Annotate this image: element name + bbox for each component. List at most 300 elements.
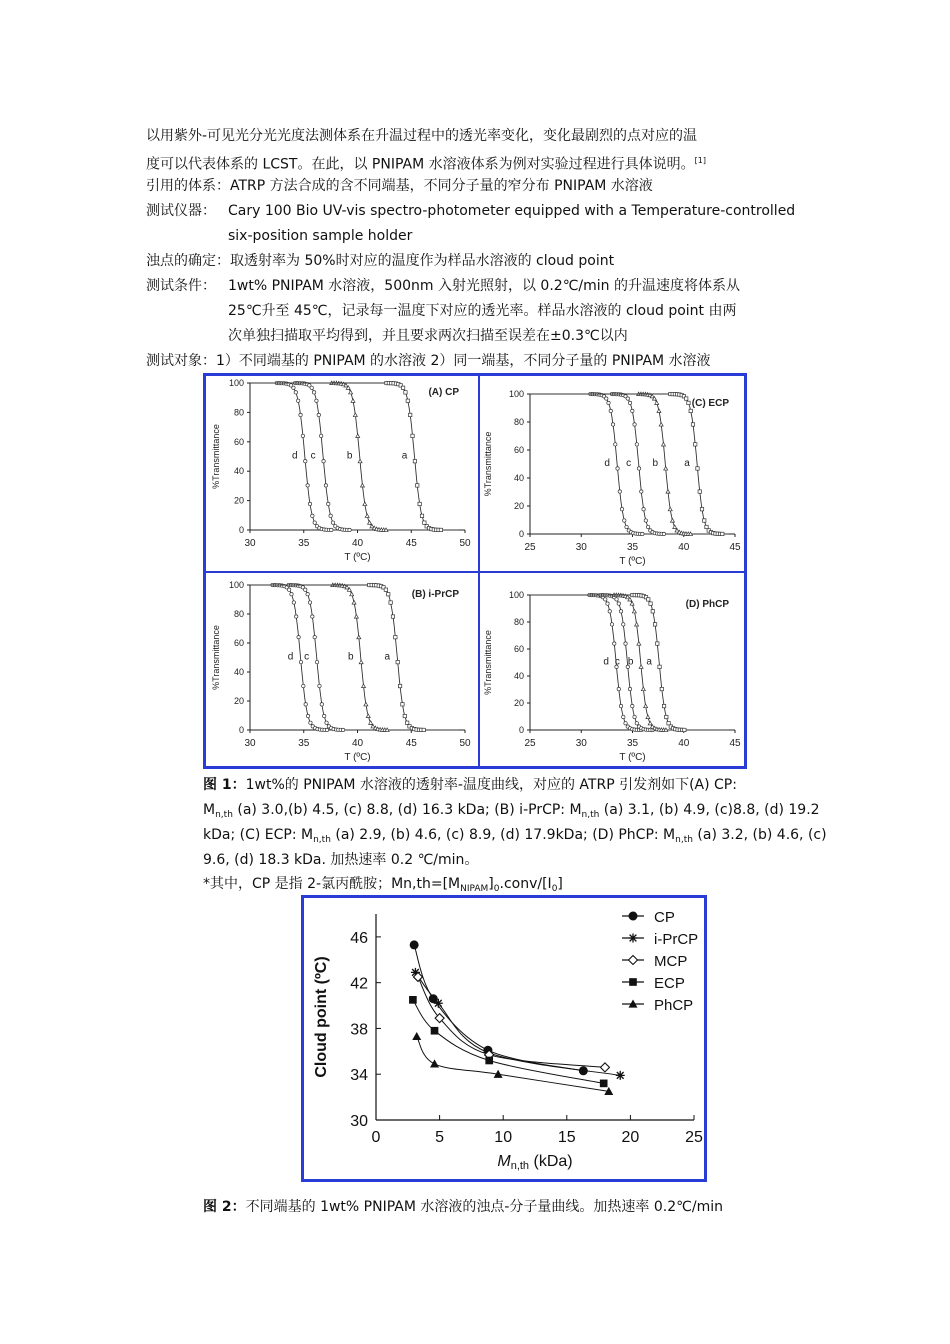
series-i-prcp xyxy=(411,968,625,1080)
y-tick-label: 20 xyxy=(513,698,524,708)
curve-marker xyxy=(696,467,699,470)
curve-marker xyxy=(366,714,370,718)
curve-marker xyxy=(322,714,325,717)
curve-marker xyxy=(309,721,312,724)
curve-marker xyxy=(341,728,344,731)
curve-marker xyxy=(325,728,328,731)
curve-marker xyxy=(389,601,392,604)
curve-marker xyxy=(659,422,663,426)
curve-marker xyxy=(416,484,419,487)
curve-marker xyxy=(354,615,358,619)
curve-marker xyxy=(312,391,315,394)
conditions-line-2: 25℃升至 45℃，记录每一温度下对应的透光率。样品水溶液的 cloud point 由两 xyxy=(228,303,737,319)
curve-marker xyxy=(304,588,307,591)
curve-marker xyxy=(619,610,622,613)
curve-marker xyxy=(308,601,311,604)
curve-marker xyxy=(635,443,638,446)
y-tick-label: 20 xyxy=(513,501,524,511)
curve-marker xyxy=(299,413,302,416)
curve-marker xyxy=(353,413,357,417)
curve-marker xyxy=(608,610,611,613)
curve-marker xyxy=(658,665,661,668)
curve-marker xyxy=(405,721,408,724)
curve-marker xyxy=(358,459,362,463)
intro-line-1: 以用紫外-可见光分光光度法测体系在升温过程中的透光率变化，变化最剧烈的点对应的温 xyxy=(146,128,698,144)
curve-marker xyxy=(687,401,690,404)
curve-marker xyxy=(662,532,665,535)
curve-marker xyxy=(401,703,404,706)
curve-marker xyxy=(403,714,406,717)
cloud-point-chart xyxy=(304,898,704,1179)
curve-marker xyxy=(369,721,373,725)
curve-marker xyxy=(356,434,360,438)
curve-marker xyxy=(683,728,686,731)
curve-marker xyxy=(418,502,421,505)
curve-marker xyxy=(313,521,316,524)
curve-marker xyxy=(297,635,300,638)
system-line: 引用的体系：ATRP 方法合成的含不同端基，不同分子量的窄分布 PNIPAM 水溶液 xyxy=(146,178,653,194)
curve-marker xyxy=(387,593,390,596)
curve-marker xyxy=(306,714,309,717)
curve-marker xyxy=(640,490,643,493)
y-tick-label: 42 xyxy=(350,975,368,993)
curve-marker xyxy=(423,521,426,524)
curve-marker xyxy=(360,483,364,487)
series-line xyxy=(413,1000,604,1084)
y-tick-label: 100 xyxy=(508,590,524,600)
curve-marker xyxy=(615,598,618,601)
conditions-line-1: 1wt% PNIPAM 水溶液，500nm 入射光照射，以 0.2℃/min 的升温速度将体系从 xyxy=(228,278,740,294)
curve-label: d xyxy=(292,450,298,462)
y-tick-label: 40 xyxy=(513,671,524,681)
series-mcp xyxy=(413,972,609,1071)
curve-marker xyxy=(633,715,636,718)
curve-marker xyxy=(331,521,334,524)
curve-marker xyxy=(352,601,356,605)
y-tick-label: 80 xyxy=(233,407,244,418)
curve-marker xyxy=(625,525,628,528)
marker-ecp xyxy=(600,1080,608,1088)
x-axis-label: Mn,th (kDa) xyxy=(497,1153,573,1172)
curve-marker xyxy=(637,642,641,646)
y-tick-label: 60 xyxy=(233,638,244,648)
curve-label: b xyxy=(627,656,634,668)
x-tick-label: 25 xyxy=(524,738,536,749)
curve-marker xyxy=(324,484,327,487)
curve-marker xyxy=(660,687,663,690)
curve-marker xyxy=(292,386,295,389)
conditions-label: 测试条件： xyxy=(146,278,216,294)
curve-marker xyxy=(411,434,414,437)
transmittance-panel-2 xyxy=(483,389,741,567)
curve-marker xyxy=(664,466,668,470)
legend-label: MCP xyxy=(654,953,688,970)
curve-marker xyxy=(330,528,333,531)
y-tick-label: 0 xyxy=(238,725,244,735)
curve-marker xyxy=(394,635,397,638)
curve-marker xyxy=(364,702,368,706)
curve-marker xyxy=(657,409,661,413)
y-tick-label: 80 xyxy=(513,617,524,627)
curve-marker xyxy=(362,684,366,688)
x-tick-label: 5 xyxy=(435,1129,445,1146)
curve-marker xyxy=(632,609,636,613)
y-tick-label: 38 xyxy=(350,1021,368,1039)
curve-marker xyxy=(618,490,621,493)
curve-label: c xyxy=(310,450,316,462)
curve-marker xyxy=(622,715,625,718)
x-tick-label: 30 xyxy=(244,738,256,749)
curve-marker xyxy=(363,502,367,506)
marker-mcp xyxy=(629,956,638,965)
x-axis-label: T (ºC) xyxy=(619,556,646,567)
y-tick-label: 100 xyxy=(228,580,244,590)
curve-label: b xyxy=(347,651,354,663)
curve-marker xyxy=(605,397,608,400)
transmittance-curve-d xyxy=(250,383,459,530)
curve-marker xyxy=(329,514,332,517)
curve-marker xyxy=(296,399,299,402)
transmittance-curve-b xyxy=(250,383,459,530)
x-tick-label: 0 xyxy=(371,1129,381,1146)
x-tick-label: 10 xyxy=(494,1129,513,1146)
curve-marker xyxy=(613,642,616,645)
figure-1-caption-line-3: kDa; (C) ECP: $M_{n,th}$ (a) 2.9, (b) 4.6, (c) 8.9, (d) 17.9kDa; (D) PhCP: $M_{n,th}$ (a) 3.2, (b) 4.6, (c) xyxy=(203,827,827,845)
curve-marker xyxy=(624,642,627,645)
curve-marker xyxy=(384,528,388,532)
curve-marker xyxy=(626,397,629,400)
curve-marker xyxy=(413,459,416,462)
note-line: *其中，CP 是指 2-氯丙酰胺；$Mn,th=[M_{NIPAM}]_0.conv/[I_0]$ xyxy=(203,876,563,894)
legend-entry xyxy=(622,997,693,1014)
curve-label: a xyxy=(684,458,690,469)
y-tick-label: 0 xyxy=(518,725,524,735)
transmittance-curve-c xyxy=(250,383,459,530)
legend-label: i-PrCP xyxy=(654,931,699,948)
curve-marker xyxy=(620,508,623,511)
curve-label: c xyxy=(304,651,310,663)
curve-marker xyxy=(327,502,330,505)
curve-marker xyxy=(302,684,305,687)
curve-label: b xyxy=(346,450,353,462)
figure-2-caption: 图 2：不同端基的 1wt% PNIPAM 水溶液的浊点-分子量曲线。加热速率 0.2℃/min xyxy=(203,1199,723,1215)
instrument-line-2: six-position sample holder xyxy=(228,228,413,244)
curve-marker xyxy=(685,397,688,400)
panel-title: (B) i-PrCP xyxy=(411,589,459,600)
x-tick-label: 40 xyxy=(351,538,364,549)
curve-label: d xyxy=(287,651,294,663)
curve-marker xyxy=(655,401,659,405)
curve-marker xyxy=(306,593,309,596)
curve-marker xyxy=(308,502,311,505)
curve-marker xyxy=(320,703,323,706)
y-tick-label: 34 xyxy=(350,1067,368,1085)
curve-marker xyxy=(700,508,703,511)
curve-marker xyxy=(401,386,404,389)
y-axis-label: %Transmittance xyxy=(483,630,493,695)
legend-label: PhCP xyxy=(654,997,694,1014)
marker-iprcp xyxy=(616,1071,625,1080)
curve-marker xyxy=(384,588,387,591)
curve-marker xyxy=(396,660,399,663)
curve-marker xyxy=(651,610,654,613)
curve-marker xyxy=(668,507,672,511)
transmittance-curve-b xyxy=(250,585,459,730)
curve-marker xyxy=(703,519,706,522)
x-tick-label: 25 xyxy=(524,542,536,553)
intro-line-2: 度可以代表体系的 LCST。在此，以 PNIPAM 水溶液体系为例对实验过程进行具体说明。[1] xyxy=(146,156,706,173)
series-line xyxy=(418,977,605,1067)
marker-ecp xyxy=(629,978,637,986)
y-axis-label: %Transmittance xyxy=(483,431,493,497)
curve-marker xyxy=(623,519,626,522)
x-tick-label: 25 xyxy=(685,1129,703,1146)
curve-marker xyxy=(630,602,634,606)
curve-marker xyxy=(670,519,674,523)
curve-label: b xyxy=(652,458,659,469)
curve-marker xyxy=(385,728,389,732)
marker-iprcp xyxy=(629,934,638,943)
curve-marker xyxy=(721,532,724,535)
series-cp xyxy=(410,940,588,1075)
curve-marker xyxy=(322,459,325,462)
reference-mark: [1] xyxy=(694,156,706,165)
curve-marker xyxy=(301,434,304,437)
y-tick-label: 100 xyxy=(228,378,244,388)
curve-marker xyxy=(313,635,316,638)
curve-marker xyxy=(304,703,307,706)
curve-marker xyxy=(315,399,318,402)
x-tick-label: 45 xyxy=(729,738,741,749)
conditions-line-3: 次单独扫描取平均得到，并且要求两次扫描至误差在±0.3℃以内 xyxy=(228,328,628,344)
curve-marker xyxy=(357,635,361,639)
curve-marker xyxy=(614,443,617,446)
curve-marker xyxy=(689,532,693,536)
transmittance-panel-3 xyxy=(211,580,471,763)
curve-marker xyxy=(662,704,665,707)
series-phcp xyxy=(412,1032,613,1095)
curve-marker xyxy=(689,409,692,412)
curve-marker xyxy=(406,399,409,402)
curve-marker xyxy=(635,622,639,626)
curve-marker xyxy=(439,528,442,531)
marker-phcp xyxy=(430,1059,439,1067)
curve-marker xyxy=(348,528,351,531)
transmittance-curve-c xyxy=(250,585,459,730)
transmittance-curve-a xyxy=(250,585,459,730)
x-tick-label: 50 xyxy=(459,538,471,549)
y-tick-label: 0 xyxy=(518,529,524,539)
curve-marker xyxy=(311,615,314,618)
curve-marker xyxy=(642,508,645,511)
y-tick-label: 100 xyxy=(508,389,524,399)
y-tick-label: 20 xyxy=(233,696,244,706)
curve-marker xyxy=(368,521,372,525)
marker-ecp xyxy=(485,1057,493,1065)
curve-marker xyxy=(318,684,321,687)
y-tick-label: 80 xyxy=(513,417,524,427)
x-tick-label: 20 xyxy=(621,1129,640,1146)
legend-entry xyxy=(622,975,685,992)
curve-marker xyxy=(639,665,643,669)
curve-marker xyxy=(287,588,290,591)
curve-marker xyxy=(694,443,697,446)
curve-marker xyxy=(698,490,701,493)
legend-label: CP xyxy=(654,909,675,926)
curve-marker xyxy=(611,423,614,426)
x-tick-label: 40 xyxy=(351,738,364,749)
y-tick-label: 46 xyxy=(350,929,368,947)
curve-marker xyxy=(665,715,668,718)
transmittance-panel-4 xyxy=(483,590,741,763)
y-tick-label: 40 xyxy=(233,667,244,677)
curve-marker xyxy=(351,399,355,403)
curve-label: a xyxy=(401,450,408,462)
figure-2 xyxy=(301,895,707,1182)
curve-marker xyxy=(404,391,407,394)
curve-marker xyxy=(664,728,668,732)
y-tick-label: 30 xyxy=(350,1113,368,1130)
x-tick-label: 35 xyxy=(626,738,639,749)
curve-label: d xyxy=(603,656,609,668)
curve-label: a xyxy=(646,656,652,668)
curve-marker xyxy=(628,401,631,404)
instrument-line-1: Cary 100 Bio UV-vis spectro-photometer equipped with a Temperature-controlled xyxy=(228,203,796,219)
curve-marker xyxy=(295,615,298,618)
y-axis-label: %Transmittance xyxy=(211,625,221,690)
curve-marker xyxy=(315,660,318,663)
curve-marker xyxy=(646,525,649,528)
marker-ecp xyxy=(431,1027,439,1035)
curve-marker xyxy=(319,434,322,437)
figure-1-label: 图 1： xyxy=(203,777,246,793)
curve-marker xyxy=(628,687,631,690)
curve-marker xyxy=(649,602,652,605)
transmittance-panel-1 xyxy=(211,378,471,563)
x-tick-label: 45 xyxy=(405,538,417,549)
curve-marker xyxy=(606,602,609,605)
y-tick-label: 40 xyxy=(233,466,244,477)
x-tick-label: 45 xyxy=(405,738,417,749)
panel-title: (C) ECP xyxy=(691,398,729,409)
x-axis-label: T (ºC) xyxy=(619,752,646,763)
curve-marker xyxy=(391,615,394,618)
curve-marker xyxy=(667,722,670,725)
panel-title: (A) CP xyxy=(428,387,459,398)
curve-marker xyxy=(609,409,612,412)
curve-marker xyxy=(604,598,607,601)
legend-label: ECP xyxy=(654,975,685,992)
curve-marker xyxy=(617,602,620,605)
y-tick-label: 60 xyxy=(233,436,244,447)
curve-marker xyxy=(349,390,353,394)
y-axis-label: Cloud point (ºC) xyxy=(313,956,330,1078)
instrument-label: 测试仪器： xyxy=(146,203,216,219)
curve-marker xyxy=(653,623,656,626)
curve-marker xyxy=(311,514,314,517)
x-tick-label: 35 xyxy=(626,542,639,553)
marker-mcp xyxy=(600,1063,609,1072)
curve-marker xyxy=(304,459,307,462)
curve-label: a xyxy=(384,651,391,663)
curve-marker xyxy=(408,413,411,416)
curve-marker xyxy=(306,484,309,487)
curve-marker xyxy=(422,728,425,731)
y-axis-label: %Transmittance xyxy=(211,424,221,489)
curve-marker xyxy=(292,601,295,604)
x-tick-label: 30 xyxy=(575,542,587,553)
marker-cp xyxy=(410,940,419,949)
curve-label: c xyxy=(626,458,632,469)
curve-marker xyxy=(299,660,302,663)
y-tick-label: 20 xyxy=(233,495,244,506)
y-tick-label: 60 xyxy=(513,644,524,654)
x-tick-label: 30 xyxy=(244,538,256,549)
figure-1-caption-line-1: 图 1：1wt%的 PNIPAM 水溶液的透射率-温度曲线，对应的 ATRP 引发剂如下(A) CP: xyxy=(203,777,737,793)
series-line xyxy=(414,945,583,1071)
x-tick-label: 40 xyxy=(678,542,690,553)
curve-marker xyxy=(673,525,677,529)
curve-marker xyxy=(646,715,650,719)
x-tick-label: 35 xyxy=(298,738,310,749)
legend-entry xyxy=(622,909,675,926)
curve-label: d xyxy=(604,458,610,469)
curve-marker xyxy=(420,514,423,517)
figure-2-label: 图 2： xyxy=(203,1199,246,1215)
figure-1 xyxy=(203,373,747,769)
curve-marker xyxy=(644,704,648,708)
curve-marker xyxy=(666,490,670,494)
curve-marker xyxy=(641,532,644,535)
curve-marker xyxy=(656,642,659,645)
x-tick-label: 50 xyxy=(459,738,471,749)
curve-marker xyxy=(290,593,293,596)
curve-marker xyxy=(617,687,620,690)
x-tick-label: 15 xyxy=(557,1129,576,1146)
curve-marker xyxy=(310,386,313,389)
curve-marker xyxy=(661,442,665,446)
figure-1-caption-line-2: $M_{n,th}$ (a) 3.0,(b) 4.5, (c) 8.8, (d) 16.3 kDa; (B) i-PrCP: $M_{n,th}$ (a) 3.1, (b) 4.9, (c)8.8, (d) 19.2 xyxy=(203,802,820,820)
legend-entry xyxy=(622,931,698,948)
x-axis-label: T (ºC) xyxy=(344,752,371,763)
curve-marker xyxy=(635,722,638,725)
curve-marker xyxy=(622,623,625,626)
curve-marker xyxy=(631,704,634,707)
curve-marker xyxy=(691,423,694,426)
curve-label: c xyxy=(614,656,620,668)
objects-line: 测试对象：1）不同端基的 PNIPAM 的水溶液 2）同一端基，不同分子量的 PNIPAM 水溶液 xyxy=(146,353,711,369)
curve-marker xyxy=(294,391,297,394)
y-tick-label: 60 xyxy=(513,445,524,455)
curve-marker xyxy=(607,401,610,404)
curve-marker xyxy=(633,423,636,426)
series-ecp xyxy=(409,996,607,1087)
x-tick-label: 30 xyxy=(575,738,587,749)
curve-marker xyxy=(359,660,363,664)
curve-marker xyxy=(610,623,613,626)
curve-marker xyxy=(325,721,328,724)
x-axis-label: T (ºC) xyxy=(344,552,371,563)
curve-marker xyxy=(398,684,401,687)
curve-marker xyxy=(705,525,708,528)
curve-marker xyxy=(648,721,652,725)
curve-marker xyxy=(641,687,645,691)
curve-marker xyxy=(350,592,354,596)
curve-marker xyxy=(647,598,650,601)
transmittance-curve-a xyxy=(250,383,459,530)
x-tick-label: 40 xyxy=(678,738,690,749)
curve-marker xyxy=(624,722,627,725)
